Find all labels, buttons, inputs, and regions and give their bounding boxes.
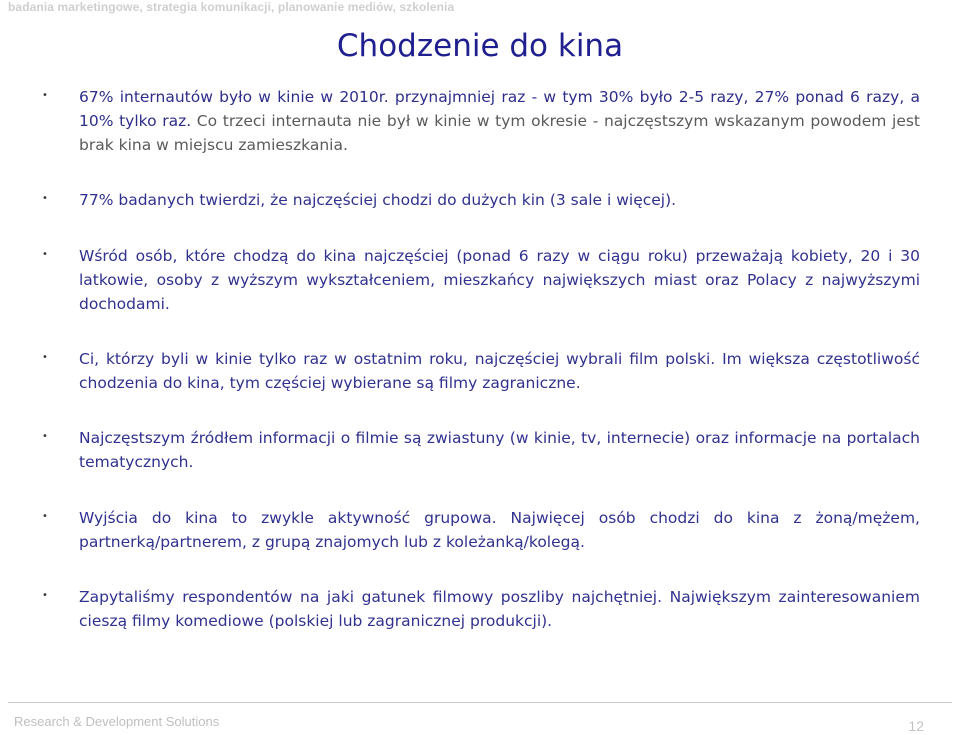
bullet-dot: • [42, 193, 48, 204]
bullet-dot: • [42, 90, 48, 101]
list-item-text: Wśród osób, które chodzą do kina najczęściej (ponad 6 razy w ciągu roku) przeważają kobiety, 20 i 30 latkowie, osoby z wyższym wykształceniem, mieszkańcy największych miast oraz Polacy z najwyższymi dochodami. [79, 247, 920, 313]
list-item [40, 585, 920, 633]
list-item [40, 347, 920, 395]
bullet-dot: • [42, 249, 48, 260]
list-item-text-part-b: Co trzeci internauta nie był w kinie w tym okresie - najczęstszym wskazanym powodem jest brak kina w miejscu zamieszkania. [79, 112, 921, 154]
list-item-text: Najczęstszym źródłem informacji o filmie są zwiastuny (w kinie, tv, internecie) oraz informacje na portalach tematycznych. [79, 429, 920, 471]
list-item-text: Zapytaliśmy respondentów na jaki gatunek filmowy poszliby najchętniej. Największym zainteresowaniem cieszą filmy komediowe (polskiej lub zagranicznej produkcji). [79, 588, 920, 630]
list-item-text-part-a: 67% internautów było w kinie w 2010r. przynajmniej raz - w tym 30% było 2-5 razy, 27% ponad 6 razy, a 10% tylko raz. [79, 88, 920, 130]
list-item [40, 244, 920, 316]
bullet-dot: • [42, 511, 48, 522]
bullet-dot: • [42, 352, 48, 363]
footer-company: Research & Development Solutions [14, 714, 220, 729]
bullet-dot: • [42, 431, 48, 442]
list-item [40, 85, 920, 157]
list-item-text [79, 85, 920, 157]
header-tagline: badania marketingowe, strategia komunikacji, planowanie mediów, szkolenia [8, 0, 455, 14]
page-number: 12 [908, 718, 924, 734]
bullet-dot: • [42, 590, 48, 601]
list-item [40, 426, 920, 474]
footer-divider [8, 702, 952, 703]
list-item [40, 506, 920, 554]
page-title: Chodzenie do kina [336, 28, 624, 64]
list-item-text: Ci, którzy byli w kinie tylko raz w ostatnim roku, najczęściej wybrali film polski. Im większa częstotliwość chodzenia do kina, tym częściej wybierane są filmy zagraniczne. [79, 350, 920, 392]
list-item-text: 77% badanych twierdzi, że najczęściej chodzi do dużych kin (3 sale i więcej). [79, 191, 677, 209]
list-item-text: Wyjścia do kina to zwykle aktywność grupowa. Najwięcej osób chodzi do kina z żoną/mężem, partnerką/partnerem, z grupą znajomych lub z koleżanką/kolegą. [79, 509, 920, 551]
list-item [40, 188, 920, 212]
